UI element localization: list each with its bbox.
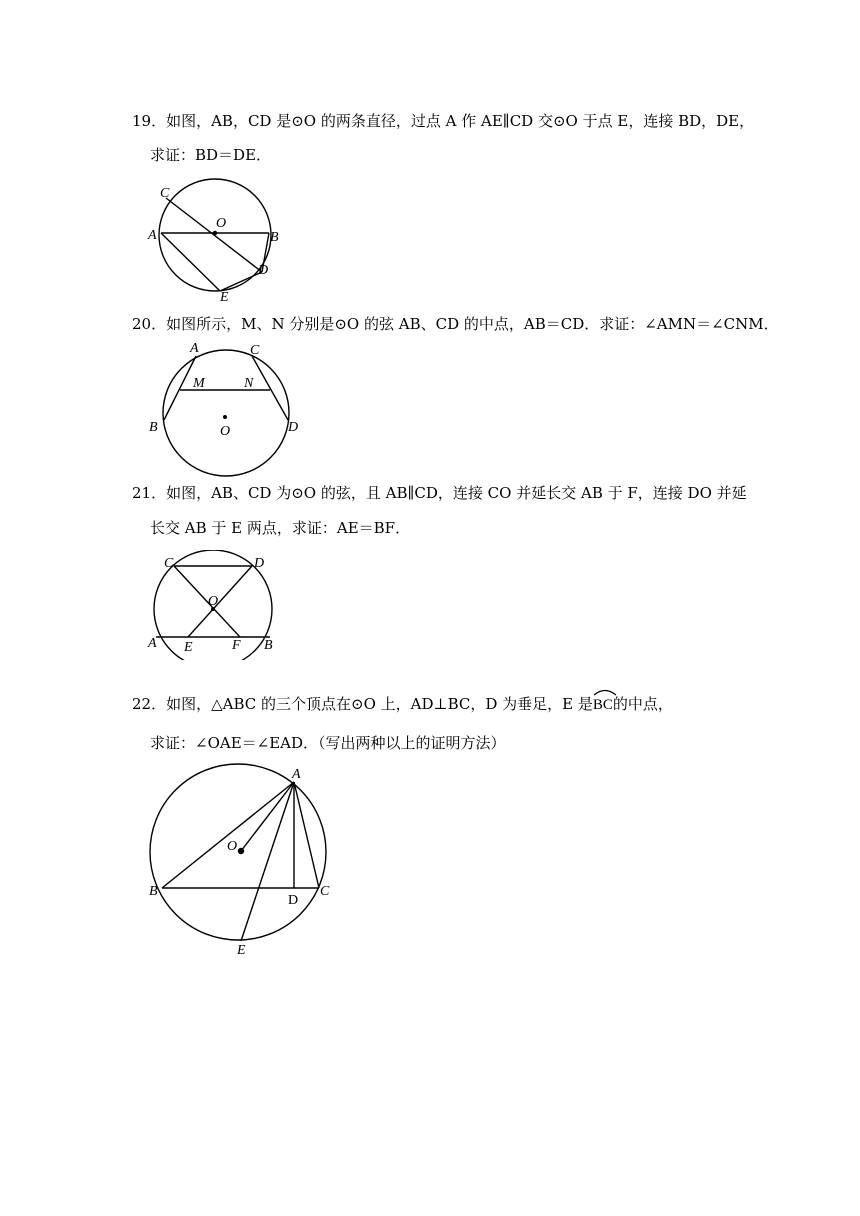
- label-c: C: [320, 884, 330, 899]
- figure-21: [140, 550, 290, 660]
- line-cf: [174, 566, 240, 637]
- label-b: B: [264, 638, 273, 653]
- label-d: D: [254, 556, 265, 571]
- problem-22-line-1-tail: 的中点，: [612, 695, 673, 713]
- label-e: E: [237, 943, 246, 958]
- segment-ao: [241, 782, 294, 851]
- problem-19-line-1: 19．如图，AB，CD 是⊙O 的两条直径，过点 A 作 AE∥CD 交⊙O 于点 E，连接 BD，DE，: [132, 112, 755, 130]
- label-b: B: [149, 884, 158, 899]
- line-de: [188, 566, 252, 637]
- label-c: C: [164, 556, 174, 571]
- label-a: A: [190, 341, 199, 356]
- label-b: B: [270, 230, 279, 245]
- arc-bc: [593, 688, 613, 715]
- segment-ae: [241, 782, 294, 941]
- label-o: O: [220, 424, 231, 439]
- problem-21-line-2: 长交 AB 于 E 两点，求证：AE＝BF．: [150, 519, 411, 537]
- label-e: E: [184, 640, 193, 655]
- label-a: A: [148, 228, 157, 243]
- side-ab: [162, 782, 294, 888]
- label-d: D: [258, 263, 269, 278]
- arc-mark-icon: [593, 688, 617, 696]
- label-d: D: [288, 893, 299, 908]
- problem-22-line-2: 求证：∠OAE＝∠EAD．（写出两种以上的证明方法）: [150, 734, 506, 752]
- label-n: N: [244, 376, 254, 391]
- center-dot: [213, 231, 217, 235]
- label-m: M: [193, 376, 205, 391]
- problem-21-line-1: 21．如图，AB、CD 为⊙O 的弦，且 AB∥CD，连接 CO 并延长交 AB 于 F，连接 DO 并延: [132, 484, 747, 502]
- center-dot: [223, 415, 227, 419]
- figure-20: [140, 338, 310, 478]
- label-c: C: [250, 343, 260, 358]
- circle-o: [163, 350, 289, 476]
- label-b: B: [149, 420, 158, 435]
- label-a: A: [148, 636, 157, 651]
- chord-ae: [161, 233, 220, 291]
- label-e: E: [220, 290, 229, 305]
- label-o: O: [216, 216, 227, 231]
- problem-20-line-1: 20．如图所示，M、N 分别是⊙O 的弦 AB、CD 的中点，AB＝CD．求证：∠AMN＝∠CNM．: [132, 315, 779, 333]
- arc-bc-text: BC: [592, 697, 613, 713]
- figure-22: [140, 762, 340, 962]
- side-ac: [294, 782, 319, 888]
- label-f: F: [232, 638, 241, 653]
- label-c: C: [160, 186, 170, 201]
- label-d: D: [288, 420, 299, 435]
- problem-22-line-1: [132, 694, 673, 715]
- label-o: O: [227, 839, 238, 854]
- segment-de: [220, 272, 262, 291]
- problem-19-line-2: 求证：BD＝DE．: [150, 146, 272, 164]
- diameter-cd: [166, 198, 262, 272]
- chord-cd: [252, 356, 288, 420]
- center-dot: [238, 848, 244, 854]
- figure-19: [140, 175, 300, 310]
- label-o: O: [208, 594, 219, 609]
- label-a: A: [292, 767, 301, 782]
- problem-22-line-1-text: 22．如图，△ABC 的三个顶点在⊙O 上，AD⊥BC，D 为垂足，E 是: [132, 695, 593, 713]
